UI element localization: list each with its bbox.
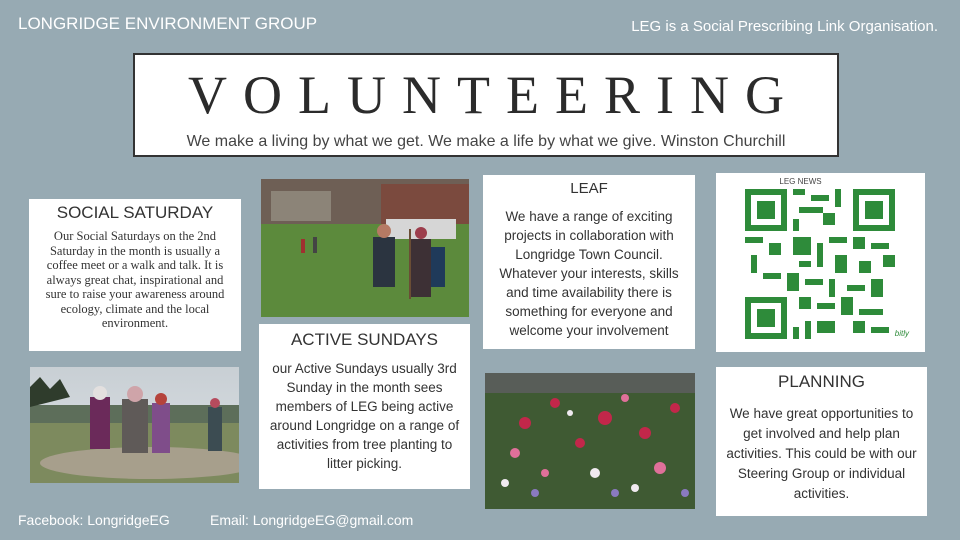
- facebook-contact[interactable]: Facebook: LongridgeEG: [18, 512, 170, 528]
- leaf-body: We have a range of exciting projects in collaboration with Longridge Town Council. Whatever your interests, skills and time availability there is something for everyone and welcome your involvement: [499, 209, 679, 338]
- active-sundays-heading: ACTIVE SUNDAYS: [290, 330, 439, 349]
- email-contact[interactable]: Email: LongridgeEG@gmail.com: [210, 512, 414, 528]
- page-title: VOLUNTEERING: [188, 65, 800, 125]
- planning-heading: PLANNING: [778, 372, 865, 391]
- qr-label: LEG NEWS: [779, 177, 822, 186]
- qr-code[interactable]: [734, 189, 906, 339]
- qr-card: [716, 173, 925, 352]
- tree-planting-photo: [261, 179, 469, 317]
- title-banner: [133, 53, 839, 157]
- flowers-photo: [485, 373, 695, 509]
- social-saturday-card: [29, 199, 241, 351]
- tagline: LEG is a Social Prescribing Link Organisation.: [631, 18, 938, 35]
- bitly-badge: bitly: [894, 329, 909, 338]
- planning-card: [716, 367, 927, 516]
- active-sundays-card: [259, 324, 470, 489]
- active-sundays-body: our Active Sundays usually 3rd Sunday in the month sees members of LEG being active around Longridge on a range of activities from tree planting to litter picking.: [269, 361, 460, 471]
- leaf-heading: LEAF: [570, 180, 608, 197]
- social-saturday-heading: SOCIAL SATURDAY: [56, 203, 214, 222]
- leaf-card: [483, 175, 695, 349]
- group-walk-photo: [30, 367, 239, 483]
- social-saturday-body: Our Social Saturdays on the 2nd Saturday in the month is usually a coffee meet or a walk and talk. It is always great chat, inspirational and sure to raise your awareness around ecology, climate and the local environment.: [45, 229, 225, 330]
- planning-body: We have great opportunities to get involved and help plan activities. This could be with our Steering Group or individual activities.: [726, 406, 917, 501]
- org-name: LONGRIDGE ENVIRONMENT GROUP: [18, 14, 318, 33]
- quote: We make a living by what we get. We make a life by what we give. Winston Churchill: [186, 133, 786, 150]
